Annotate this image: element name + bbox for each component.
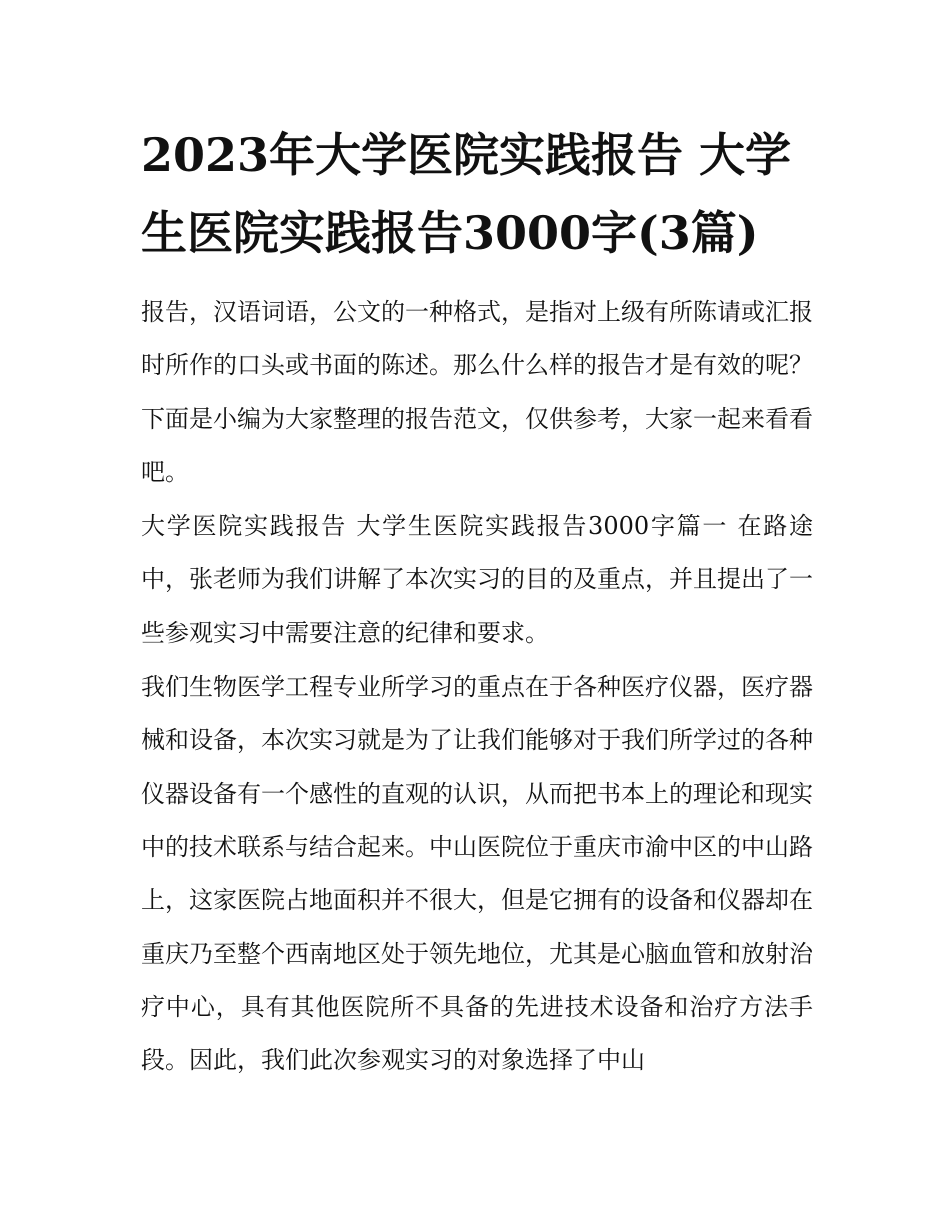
- document-body: [141, 286, 813, 1087]
- paragraph-part-one: 大学医院实践报告 大学生医院实践报告3000字篇一 在路途中，张老师为我们讲解了本次实习的目的及重点，并且提出了一些参观实习中需要注意的纪律和要求。: [141, 512, 813, 647]
- paragraph-internship: 我们生物医学工程专业所学习的重点在于各种医疗仪器，医疗器械和设备，本次实习就是为了让我们能够对于我们所学过的各种仪器设备有一个感性的直观的认识，从而把书本上的理论和现实中的技术联系与结合起来。中山医院位于重庆市渝中区的中山路上，这家医院占地面积并不很大，但是它拥有的设备和仪器却在重庆乃至整个西南地区处于领先地位，尤其是心脑血管和放射治疗中心，具有其他医院所不具备的先进技术设备和治疗方法手段。因此，我们此次参观实习的对象选择了中山: [141, 673, 813, 1075]
- document-title: 2023年大学医院实践报告 大学生医院实践报告3000字(3篇): [141, 128, 792, 260]
- document-page: [141, 116, 813, 1088]
- paragraph-intro: 报告，汉语词语，公文的一种格式，是指对上级有所陈请或汇报时所作的口头或书面的陈述。那么什么样的报告才是有效的呢？下面是小编为大家整理的报告范文，仅供参考，大家一起来看看吧。: [141, 298, 813, 486]
